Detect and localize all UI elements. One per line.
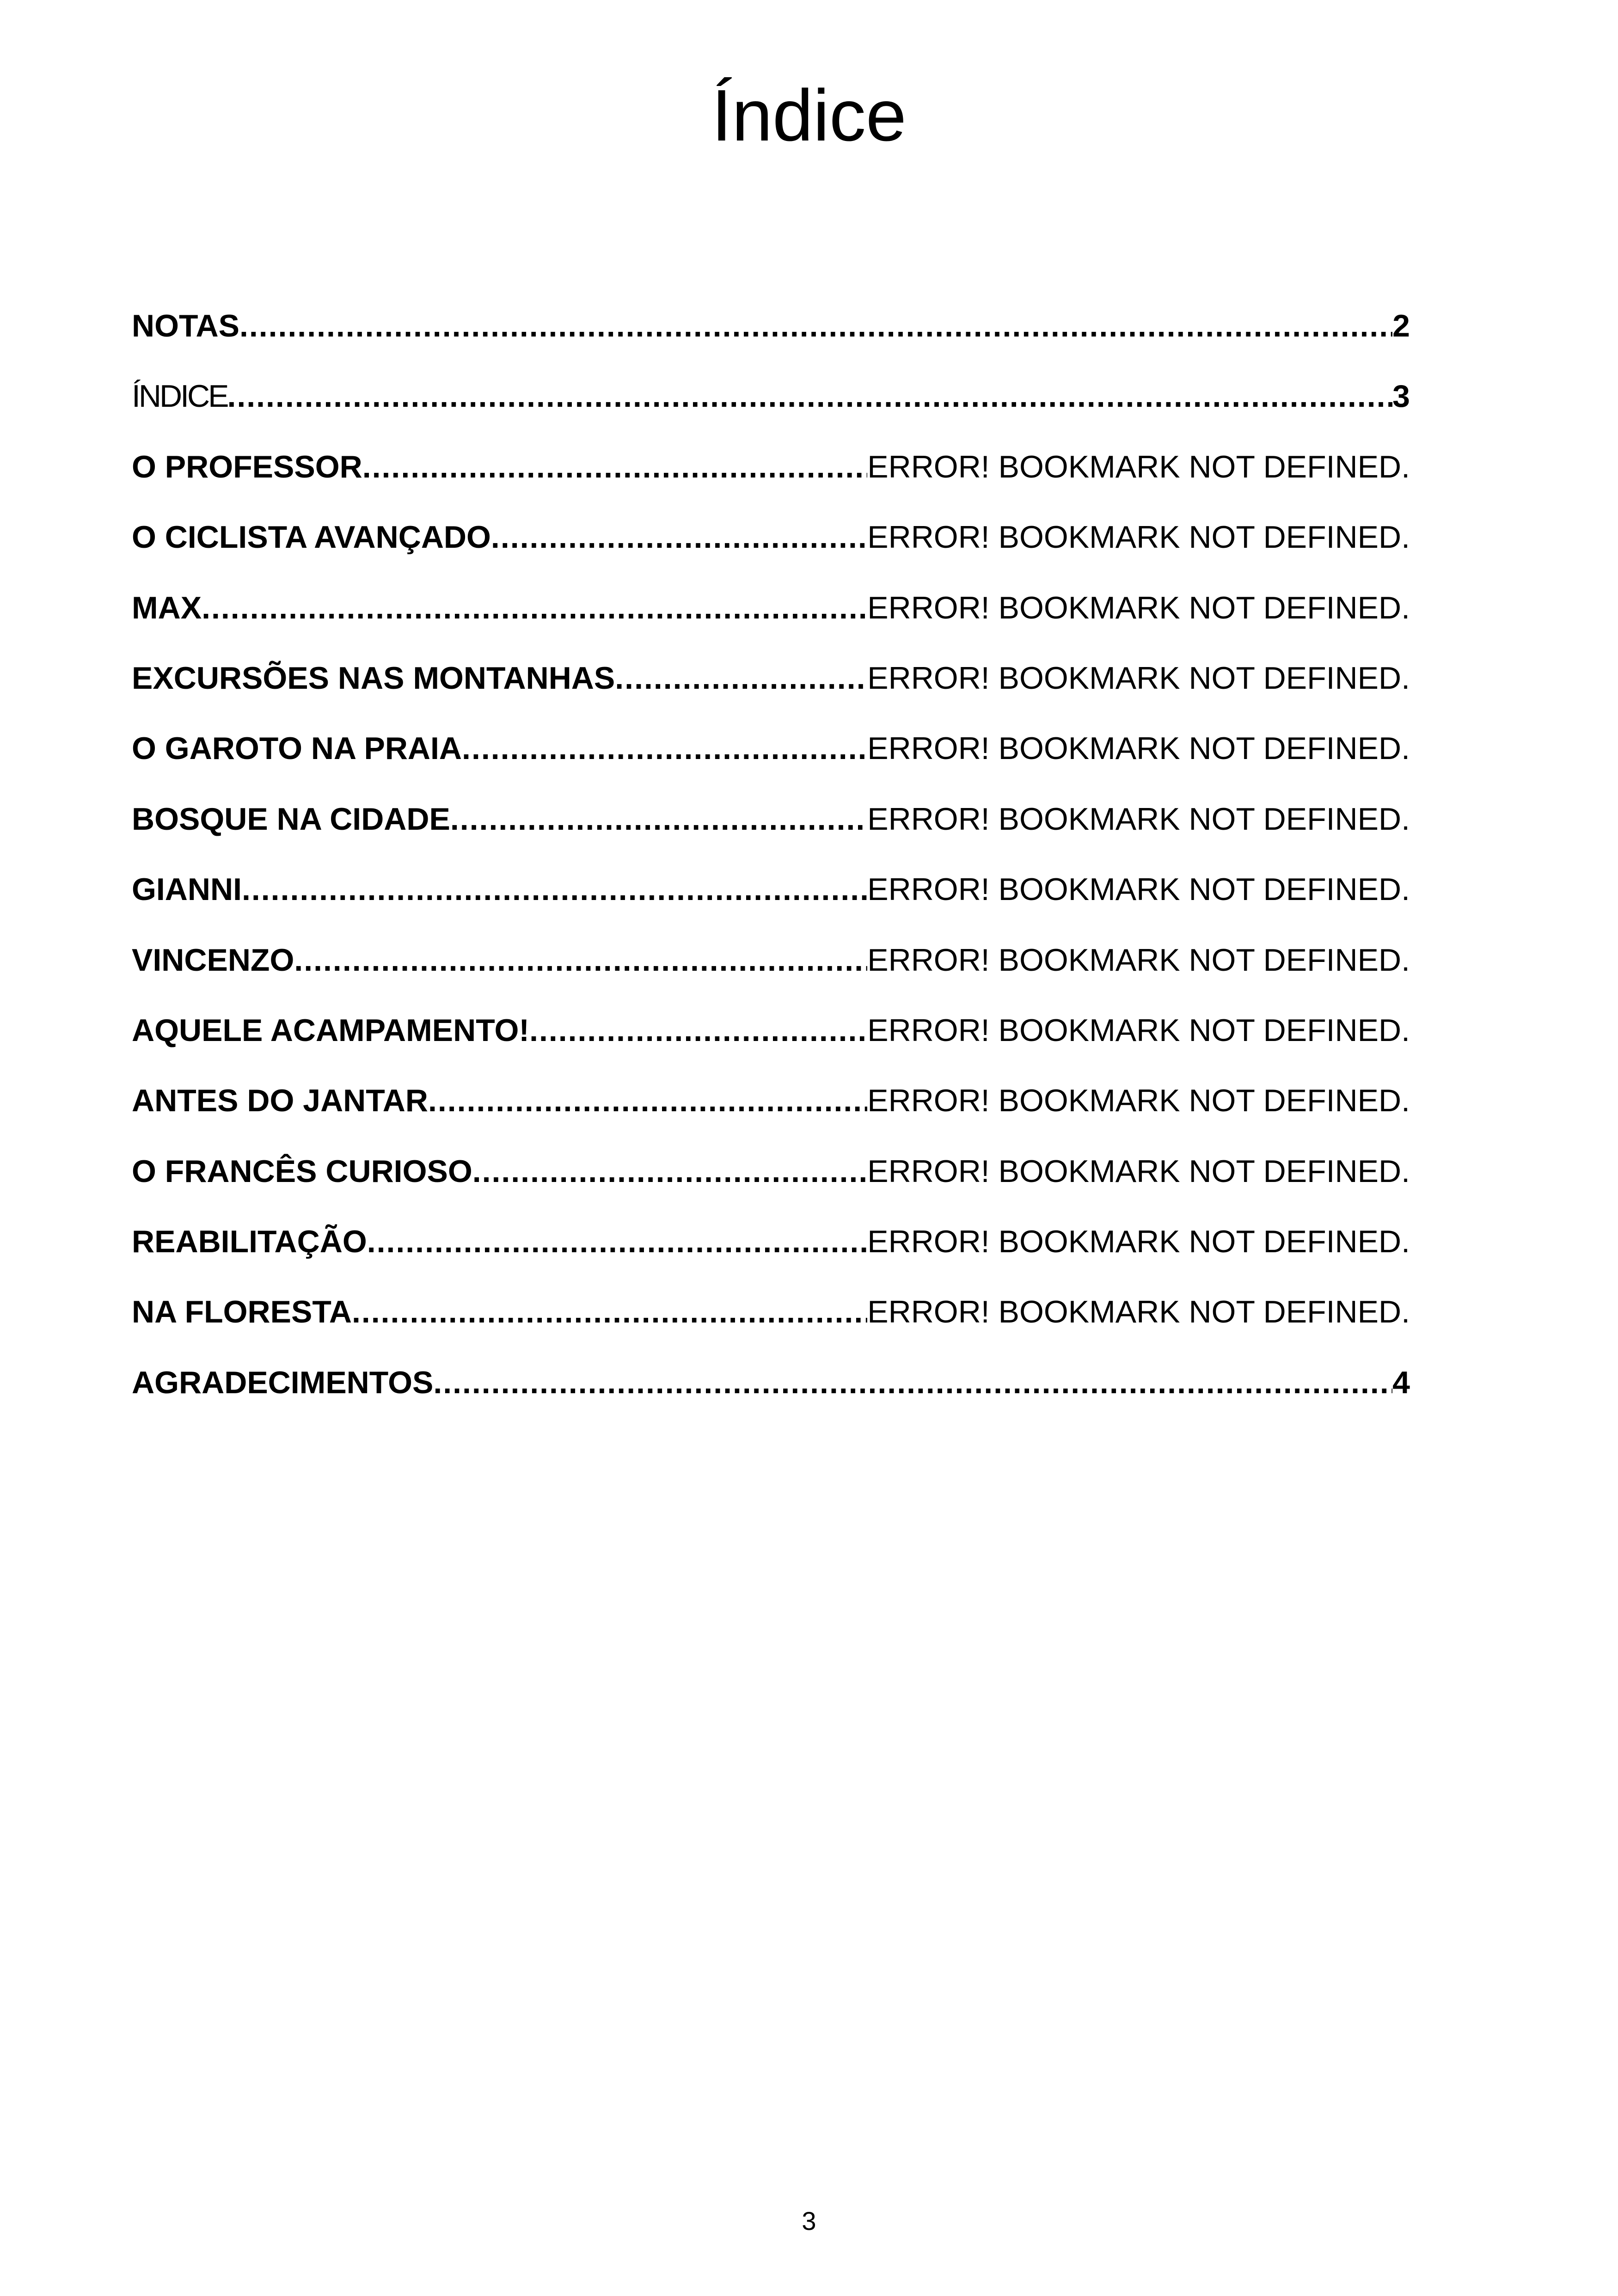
toc-dot-leader [529, 1000, 867, 1060]
page-number: 3 [802, 2206, 816, 2235]
toc-entry-page: 2 [1392, 308, 1410, 343]
toc-entry-title: ÍNDICE [132, 379, 227, 414]
toc-entry-title: ANTES DO JANTAR [132, 1083, 428, 1119]
toc-dot-leader [491, 507, 867, 567]
toc-entry-page: ERROR! BOOKMARK NOT DEFINED. [867, 1294, 1410, 1330]
toc-entry-title: AQUELE ACAMPAMENTO! [132, 1012, 530, 1048]
toc-dot-leader [450, 789, 867, 849]
toc-entry-agradecimentos[interactable] [132, 1353, 1410, 1423]
toc-entry-title: GIANNI [132, 872, 242, 907]
toc-entry-title: VINCENZO [132, 942, 294, 978]
toc-entry-page: ERROR! BOOKMARK NOT DEFINED. [867, 1012, 1410, 1048]
toc-entry-antes-do-jantar[interactable] [132, 1071, 1410, 1141]
toc-dot-leader [294, 930, 867, 990]
toc-entry-title: O CICLISTA AVANÇADO [132, 520, 491, 555]
toc-entry-title: REABILITAÇÃO [132, 1224, 367, 1260]
toc-entry-reabilitacao[interactable] [132, 1212, 1410, 1282]
toc-dot-leader [428, 1071, 867, 1131]
toc-entry-title: NOTAS [132, 308, 239, 343]
toc-entry-notas[interactable] [132, 296, 1410, 366]
toc-dot-leader [362, 437, 867, 497]
toc-entry-page: ERROR! BOOKMARK NOT DEFINED. [867, 872, 1410, 907]
toc-entry-page: ERROR! BOOKMARK NOT DEFINED. [867, 1224, 1410, 1260]
toc-entry-o-professor[interactable] [132, 437, 1410, 507]
toc-entry-page: ERROR! BOOKMARK NOT DEFINED. [867, 590, 1410, 625]
toc-entry-title: O FRANCÊS CURIOSO [132, 1153, 472, 1189]
toc-entry-page: ERROR! BOOKMARK NOT DEFINED. [867, 1083, 1410, 1119]
toc-dot-leader [352, 1282, 867, 1342]
toc-dot-leader [615, 648, 867, 708]
toc-entry-title: O GAROTO NA PRAIA [132, 731, 462, 766]
toc-dot-leader [462, 718, 867, 778]
toc-entry-vincenzo[interactable] [132, 930, 1410, 1000]
toc-entry-page: ERROR! BOOKMARK NOT DEFINED. [867, 520, 1410, 555]
toc-entry-page: ERROR! BOOKMARK NOT DEFINED. [867, 660, 1410, 696]
toc-entry-na-floresta[interactable] [132, 1282, 1410, 1352]
toc-entry-page: ERROR! BOOKMARK NOT DEFINED. [867, 1153, 1410, 1189]
toc-entry-gianni[interactable] [132, 859, 1410, 930]
toc-dot-leader [227, 366, 1392, 426]
toc-entry-aquele-acampamento[interactable] [132, 1000, 1410, 1071]
toc-dot-leader [433, 1353, 1392, 1413]
toc-entry-page: ERROR! BOOKMARK NOT DEFINED. [867, 731, 1410, 766]
page-title: Índice [711, 75, 907, 156]
toc-entry-max[interactable] [132, 578, 1410, 648]
toc-dot-leader [239, 296, 1392, 356]
toc-entry-excursoes-nas-montanhas[interactable] [132, 648, 1410, 718]
toc-dot-leader [472, 1141, 868, 1201]
toc-entry-bosque-na-cidade[interactable] [132, 789, 1410, 859]
toc-entry-title: MAX [132, 590, 202, 625]
toc-entry-title: AGRADECIMENTOS [132, 1365, 434, 1400]
toc-entry-page: 3 [1392, 379, 1410, 414]
toc-entry-page: ERROR! BOOKMARK NOT DEFINED. [867, 801, 1410, 837]
toc-entry-o-ciclista-avancado[interactable] [132, 507, 1410, 577]
toc-entry-o-frances-curioso[interactable] [132, 1141, 1410, 1212]
toc-entry-page: ERROR! BOOKMARK NOT DEFINED. [867, 942, 1410, 978]
toc-entry-title: EXCURSÕES NAS MONTANHAS [132, 660, 615, 696]
toc-entry-o-garoto-na-praia[interactable] [132, 718, 1410, 789]
toc-dot-leader [242, 859, 867, 919]
toc-entry-title: O PROFESSOR [132, 449, 362, 484]
toc-entry-title: NA FLORESTA [132, 1294, 352, 1330]
toc-dot-leader [367, 1212, 868, 1272]
table-of-contents [132, 296, 1410, 1423]
toc-dot-leader [202, 578, 867, 638]
toc-entry-page: 4 [1392, 1365, 1410, 1400]
toc-entry-title: BOSQUE NA CIDADE [132, 801, 450, 837]
toc-entry-page: ERROR! BOOKMARK NOT DEFINED. [867, 449, 1410, 484]
toc-entry-indice[interactable] [132, 366, 1410, 436]
